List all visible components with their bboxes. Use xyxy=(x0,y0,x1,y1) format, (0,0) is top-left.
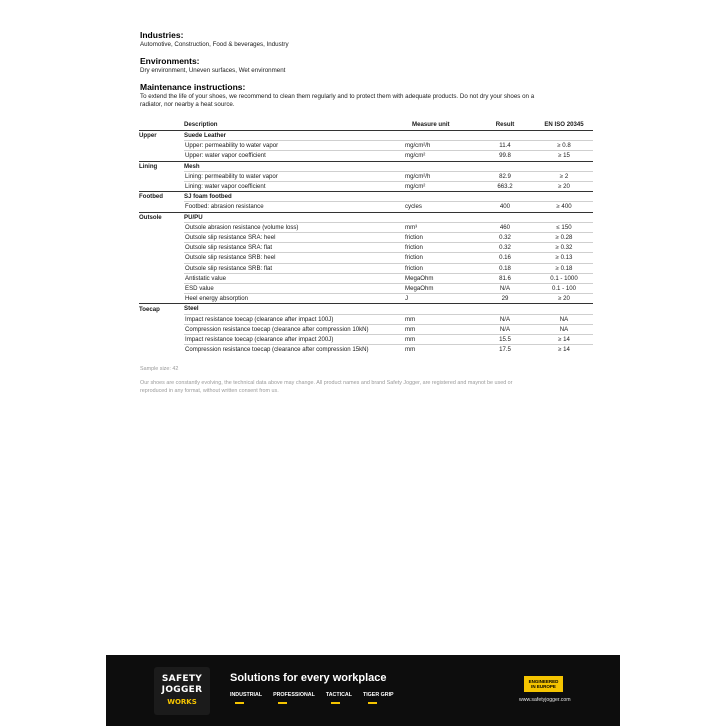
row-result: 0.18 xyxy=(475,263,535,273)
sample-size: Sample size: 42 xyxy=(140,366,179,372)
row-result: 400 xyxy=(475,202,535,212)
row-description: Outsole slip resistance SRA: heel xyxy=(184,233,404,243)
table-row xyxy=(139,284,593,294)
header-category xyxy=(139,120,184,131)
logo-line-works: WORKS xyxy=(167,698,197,706)
footer-banner xyxy=(106,655,620,726)
row-result: 82.9 xyxy=(475,171,535,181)
table-row xyxy=(139,253,593,263)
logo-line-safety: SAFETY xyxy=(161,674,203,684)
row-category-empty xyxy=(139,141,184,151)
group-empty xyxy=(535,304,593,314)
maintenance-line-1: To extend the life of your shoes, we recommend to clean them regularly and to protect them with adequate products. Do not dry your shoes on a xyxy=(140,93,535,100)
row-description: Impact resistance toecap (clearance after impact 100J) xyxy=(184,314,404,324)
row-result: 99.8 xyxy=(475,151,535,161)
group-empty xyxy=(535,192,593,202)
row-result: 0.32 xyxy=(475,243,535,253)
disclaimer xyxy=(140,380,512,395)
row-standard: 0.1 - 100 xyxy=(535,284,593,294)
category-tactical xyxy=(326,692,352,698)
row-category-empty xyxy=(139,294,184,304)
row-result: 15.5 xyxy=(475,335,535,345)
table-header-row xyxy=(139,120,593,131)
row-standard: ≤ 150 xyxy=(535,222,593,232)
row-result: N/A xyxy=(475,284,535,294)
group-category: Upper xyxy=(139,132,157,140)
table-row xyxy=(139,243,593,253)
group-empty xyxy=(535,131,593,141)
row-result: 81.6 xyxy=(475,273,535,283)
table-body xyxy=(139,131,593,355)
row-standard: 0.1 - 1000 xyxy=(535,273,593,283)
group-material: Steel xyxy=(184,304,404,314)
row-measure-unit: friction xyxy=(404,233,475,243)
row-measure-unit: mg/cm² xyxy=(404,182,475,192)
row-description: Upper: permeability to water vapor xyxy=(184,141,404,151)
row-measure-unit: mm xyxy=(404,324,475,334)
group-material: PU/PU xyxy=(184,212,404,222)
footer-categories xyxy=(230,692,394,698)
row-category-empty xyxy=(139,314,184,324)
row-description: Upper: water vapor coefficient xyxy=(184,151,404,161)
group-empty xyxy=(475,161,535,171)
category-tactical-label: TACTICAL xyxy=(325,692,352,698)
row-category-empty xyxy=(139,284,184,294)
industries-heading: Industries: xyxy=(140,30,184,40)
row-category-empty xyxy=(139,171,184,181)
header-result: Result xyxy=(495,121,515,128)
row-measure-unit: MegaOhm xyxy=(404,284,475,294)
group-empty xyxy=(535,212,593,222)
group-category: Lining xyxy=(139,161,184,171)
group-empty xyxy=(404,161,475,171)
row-description: Outsole abrasion resistance (volume loss) xyxy=(184,222,404,232)
row-standard: ≥ 14 xyxy=(535,345,593,355)
row-result: 0.16 xyxy=(475,253,535,263)
category-underline xyxy=(331,702,340,704)
maintenance-heading: Maintenance instructions: xyxy=(140,82,246,92)
group-empty xyxy=(475,212,535,222)
row-description: Lining: water vapor coefficient xyxy=(184,182,404,192)
category-underline xyxy=(235,702,244,704)
row-measure-unit: J xyxy=(404,294,475,304)
environments-text: Dry environment, Uneven surfaces, Wet environment xyxy=(140,67,286,74)
group-empty xyxy=(475,192,535,202)
row-measure-unit: friction xyxy=(404,263,475,273)
table-row xyxy=(139,233,593,243)
row-standard: ≥ 20 xyxy=(535,182,593,192)
category-tiger-grip-label: TIGER GRIP xyxy=(362,692,394,698)
group-empty xyxy=(535,161,593,171)
table-row xyxy=(139,263,593,273)
row-measure-unit: mm xyxy=(404,335,475,345)
group-category: Outsole xyxy=(139,212,184,222)
row-category-empty xyxy=(139,233,184,243)
table-row xyxy=(139,273,593,283)
table-row xyxy=(139,182,593,192)
table-row xyxy=(139,171,593,181)
safety-jogger-works-logo xyxy=(154,667,210,715)
row-standard: ≥ 0.18 xyxy=(535,263,593,273)
row-category-empty xyxy=(139,222,184,232)
group-material: Suede Leather xyxy=(184,132,226,139)
footer-slogan: Solutions for every workplace xyxy=(230,672,387,684)
category-industrial xyxy=(230,692,262,698)
row-description: ESD value xyxy=(184,284,404,294)
maintenance-line-2: radiator, nor nearby a heat source. xyxy=(140,101,235,109)
category-professional-label: PROFESSIONAL xyxy=(273,692,315,698)
row-category-empty xyxy=(139,202,184,212)
logo-line-jogger: JOGGER xyxy=(161,685,203,695)
row-category-empty xyxy=(139,243,184,253)
table-row xyxy=(139,222,593,232)
website-link[interactable]: www.safetyjogger.com xyxy=(519,697,571,703)
category-tiger-grip xyxy=(363,692,394,698)
row-measure-unit: mm xyxy=(404,345,475,355)
header-standard: EN ISO 20345 xyxy=(544,121,584,128)
row-category-empty xyxy=(139,263,184,273)
group-row xyxy=(139,212,593,222)
row-description: Antistatic value xyxy=(184,273,404,283)
table-row xyxy=(139,141,593,151)
header-description: Description xyxy=(184,121,218,128)
badge-line-1: ENGINEERED xyxy=(528,678,559,684)
row-standard: ≥ 0.28 xyxy=(535,233,593,243)
category-underline xyxy=(368,702,377,704)
badge-line-2: IN EUROPE xyxy=(531,684,556,689)
row-category-empty xyxy=(139,182,184,192)
technical-spec-table xyxy=(139,120,593,354)
group-empty xyxy=(404,304,475,314)
row-measure-unit: MegaOhm xyxy=(404,273,475,283)
category-underline xyxy=(278,702,287,704)
table-row xyxy=(139,151,593,161)
row-standard: NA xyxy=(535,324,593,334)
engineered-in-europe-badge xyxy=(524,676,563,692)
group-row xyxy=(139,161,593,171)
row-description: Outsole slip resistance SRB: heel xyxy=(184,253,404,263)
table-row xyxy=(139,314,593,324)
table-row xyxy=(139,294,593,304)
group-row xyxy=(139,192,593,202)
row-measure-unit: mg/cm² xyxy=(404,151,475,161)
row-result: 29 xyxy=(475,294,535,304)
row-category-empty xyxy=(139,151,184,161)
row-standard: NA xyxy=(535,314,593,324)
row-category-empty xyxy=(139,345,184,355)
group-empty xyxy=(404,131,475,141)
row-standard: ≥ 15 xyxy=(535,151,593,161)
row-description: Footbed: abrasion resistance xyxy=(184,202,404,212)
row-description: Heel energy absorption xyxy=(184,294,404,304)
group-empty xyxy=(475,131,535,141)
row-category-empty xyxy=(139,273,184,283)
group-material: Mesh xyxy=(184,161,404,171)
table-row xyxy=(139,202,593,212)
row-standard: ≥ 0.13 xyxy=(535,253,593,263)
row-category-empty xyxy=(139,324,184,334)
row-standard: ≥ 14 xyxy=(535,335,593,345)
row-description: Outsole slip resistance SRA: flat xyxy=(184,243,404,253)
row-result: 663.2 xyxy=(475,182,535,192)
row-result: N/A xyxy=(475,314,535,324)
row-measure-unit: friction xyxy=(404,243,475,253)
row-description: Lining: permeability to water vapor xyxy=(184,171,404,181)
group-row xyxy=(139,131,593,141)
group-empty xyxy=(404,212,475,222)
row-standard: ≥ 0.8 xyxy=(535,141,593,151)
row-measure-unit: mm xyxy=(404,314,475,324)
row-result: 460 xyxy=(475,222,535,232)
group-category: Toecap xyxy=(139,304,184,314)
table-row xyxy=(139,335,593,345)
row-standard: ≥ 2 xyxy=(535,171,593,181)
row-measure-unit: mg/cm²/h xyxy=(404,171,475,181)
group-material: SJ foam footbed xyxy=(184,192,404,202)
row-result: 17.5 xyxy=(475,345,535,355)
header-measure-unit: Measure unit xyxy=(412,121,450,128)
disclaimer-line-2: reproduced in any format, without written consent from us. xyxy=(140,387,279,394)
row-category-empty xyxy=(139,335,184,345)
group-empty xyxy=(475,304,535,314)
row-description: Outsole slip resistance SRB: flat xyxy=(184,263,404,273)
row-measure-unit: cycles xyxy=(404,202,475,212)
table-row xyxy=(139,324,593,334)
row-description: Compression resistance toecap (clearance after compression 10kN) xyxy=(184,324,404,334)
group-category: Footbed xyxy=(139,192,184,202)
maintenance-text xyxy=(140,93,585,110)
environments-heading: Environments: xyxy=(140,56,200,66)
row-measure-unit: mm³ xyxy=(404,222,475,232)
row-category-empty xyxy=(139,253,184,263)
group-row xyxy=(139,304,593,314)
row-result: N/A xyxy=(475,324,535,334)
row-result: 0.32 xyxy=(475,233,535,243)
industries-text: Automotive, Construction, Food & beverages, Industry xyxy=(140,41,289,48)
group-empty xyxy=(404,192,475,202)
category-industrial-label: INDUSTRIAL xyxy=(230,692,263,698)
row-description: Compression resistance toecap (clearance after compression 15kN) xyxy=(184,345,404,355)
disclaimer-line-1: Our shoes are constantly evolving, the technical data above may change. All product names and brand Safety Jogger, are registered and maynot be used or xyxy=(140,380,513,386)
row-standard: ≥ 0.32 xyxy=(535,243,593,253)
category-professional xyxy=(273,692,315,698)
row-measure-unit: friction xyxy=(404,253,475,263)
row-standard: ≥ 400 xyxy=(535,202,593,212)
row-description: Impact resistance toecap (clearance after impact 200J) xyxy=(184,335,404,345)
row-measure-unit: mg/cm²/h xyxy=(404,141,475,151)
row-standard: ≥ 20 xyxy=(535,294,593,304)
row-result: 11.4 xyxy=(475,141,535,151)
table-row xyxy=(139,345,593,355)
